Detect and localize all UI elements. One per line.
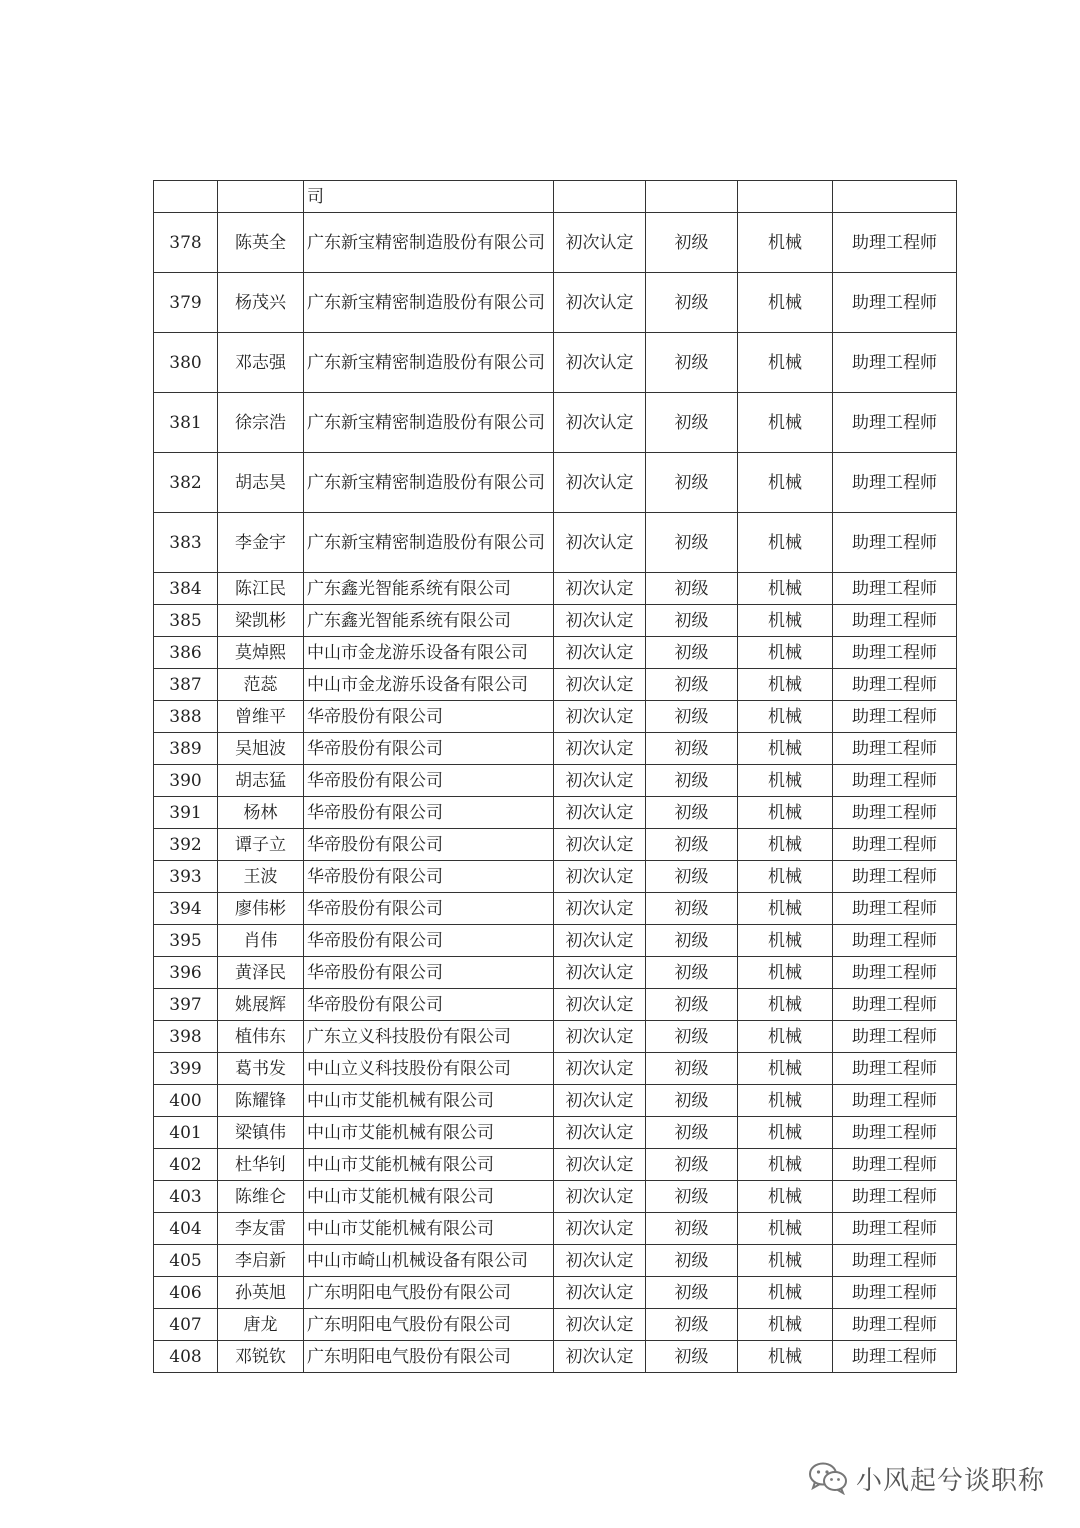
cell-name: 王波 — [218, 861, 304, 893]
cell-major: 机械 — [738, 957, 833, 989]
cell-title: 助理工程师 — [833, 733, 957, 765]
cell-name: 徐宗浩 — [218, 393, 304, 453]
cell-title: 助理工程师 — [833, 989, 957, 1021]
cell-no: 388 — [154, 701, 218, 733]
cell-no: 399 — [154, 1053, 218, 1085]
cell-title: 助理工程师 — [833, 829, 957, 861]
cell-title — [833, 181, 957, 213]
cell-major: 机械 — [738, 669, 833, 701]
cell-company: 广东鑫光智能系统有限公司 — [304, 605, 554, 637]
cell-title: 助理工程师 — [833, 1149, 957, 1181]
cell-no: 378 — [154, 213, 218, 273]
cell-no: 396 — [154, 957, 218, 989]
cell-no: 400 — [154, 1085, 218, 1117]
cell-name: 廖伟彬 — [218, 893, 304, 925]
roster-table — [153, 180, 957, 1373]
cell-title: 助理工程师 — [833, 1085, 957, 1117]
cell-level: 初级 — [646, 453, 738, 513]
cell-type: 初次认定 — [554, 1277, 646, 1309]
cell-name: 陈耀锋 — [218, 1085, 304, 1117]
cell-company: 中山市艾能机械有限公司 — [304, 1085, 554, 1117]
cell-type: 初次认定 — [554, 273, 646, 333]
cell-title: 助理工程师 — [833, 701, 957, 733]
cell-major: 机械 — [738, 1245, 833, 1277]
cell-type: 初次认定 — [554, 765, 646, 797]
cell-name: 李友雷 — [218, 1213, 304, 1245]
cell-company: 广东新宝精密制造股份有限公司 — [304, 393, 554, 453]
cell-company: 华帝股份有限公司 — [304, 829, 554, 861]
cell-title: 助理工程师 — [833, 1277, 957, 1309]
cell-title: 助理工程师 — [833, 605, 957, 637]
cell-no: 395 — [154, 925, 218, 957]
cell-major: 机械 — [738, 765, 833, 797]
cell-name: 邓锐钦 — [218, 1341, 304, 1373]
table-row — [154, 989, 957, 1021]
cell-company: 广东鑫光智能系统有限公司 — [304, 573, 554, 605]
table-row — [154, 1021, 957, 1053]
cell-type: 初次认定 — [554, 861, 646, 893]
cell-company: 华帝股份有限公司 — [304, 765, 554, 797]
cell-type: 初次认定 — [554, 605, 646, 637]
cell-no: 384 — [154, 573, 218, 605]
table-row — [154, 957, 957, 989]
cell-company: 中山市崎山机械设备有限公司 — [304, 1245, 554, 1277]
cell-level: 初级 — [646, 1117, 738, 1149]
cell-level: 初级 — [646, 765, 738, 797]
table-row — [154, 733, 957, 765]
cell-name — [218, 181, 304, 213]
table-row — [154, 829, 957, 861]
cell-company: 广东明阳电气股份有限公司 — [304, 1341, 554, 1373]
cell-title: 助理工程师 — [833, 1341, 957, 1373]
cell-no: 408 — [154, 1341, 218, 1373]
cell-level: 初级 — [646, 573, 738, 605]
cell-level: 初级 — [646, 733, 738, 765]
cell-company: 中山市艾能机械有限公司 — [304, 1117, 554, 1149]
cell-level: 初级 — [646, 829, 738, 861]
cell-company: 中山市艾能机械有限公司 — [304, 1213, 554, 1245]
table-row — [154, 605, 957, 637]
cell-company: 中山市金龙游乐设备有限公司 — [304, 637, 554, 669]
cell-major: 机械 — [738, 393, 833, 453]
table-row — [154, 1245, 957, 1277]
cell-major: 机械 — [738, 1085, 833, 1117]
cell-name: 葛书发 — [218, 1053, 304, 1085]
cell-no: 379 — [154, 273, 218, 333]
cell-major: 机械 — [738, 1053, 833, 1085]
cell-level: 初级 — [646, 1053, 738, 1085]
cell-level: 初级 — [646, 861, 738, 893]
cell-level — [646, 181, 738, 213]
cell-major: 机械 — [738, 213, 833, 273]
cell-type: 初次认定 — [554, 669, 646, 701]
cell-type: 初次认定 — [554, 1181, 646, 1213]
cell-company: 广东立义科技股份有限公司 — [304, 1021, 554, 1053]
cell-type: 初次认定 — [554, 829, 646, 861]
cell-no: 390 — [154, 765, 218, 797]
cell-name: 李金宇 — [218, 513, 304, 573]
cell-name: 梁凯彬 — [218, 605, 304, 637]
cell-type: 初次认定 — [554, 925, 646, 957]
cell-name: 范蕊 — [218, 669, 304, 701]
cell-title: 助理工程师 — [833, 453, 957, 513]
cell-major: 机械 — [738, 1341, 833, 1373]
cell-major: 机械 — [738, 1213, 833, 1245]
cell-level: 初级 — [646, 1149, 738, 1181]
cell-no: 381 — [154, 393, 218, 453]
cell-level: 初级 — [646, 1245, 738, 1277]
table-row — [154, 893, 957, 925]
cell-company: 广东新宝精密制造股份有限公司 — [304, 273, 554, 333]
cell-major: 机械 — [738, 573, 833, 605]
cell-level: 初级 — [646, 1309, 738, 1341]
table-row-continuation — [154, 181, 957, 213]
cell-type: 初次认定 — [554, 893, 646, 925]
table-row — [154, 573, 957, 605]
table-row — [154, 1117, 957, 1149]
cell-level: 初级 — [646, 1277, 738, 1309]
cell-level: 初级 — [646, 213, 738, 273]
cell-level: 初级 — [646, 1021, 738, 1053]
cell-title: 助理工程师 — [833, 925, 957, 957]
cell-type: 初次认定 — [554, 637, 646, 669]
cell-major: 机械 — [738, 1277, 833, 1309]
cell-title: 助理工程师 — [833, 861, 957, 893]
cell-type: 初次认定 — [554, 333, 646, 393]
cell-type: 初次认定 — [554, 1309, 646, 1341]
cell-no: 394 — [154, 893, 218, 925]
cell-company: 华帝股份有限公司 — [304, 797, 554, 829]
cell-company: 华帝股份有限公司 — [304, 957, 554, 989]
table-row — [154, 861, 957, 893]
cell-type: 初次认定 — [554, 1053, 646, 1085]
cell-name: 陈维仑 — [218, 1181, 304, 1213]
cell-title: 助理工程师 — [833, 893, 957, 925]
cell-title: 助理工程师 — [833, 765, 957, 797]
table-row — [154, 513, 957, 573]
cell-type: 初次认定 — [554, 573, 646, 605]
watermark-text: 小风起兮谈职称 — [856, 1465, 1046, 1496]
cell-major: 机械 — [738, 273, 833, 333]
table-row — [154, 273, 957, 333]
table-row — [154, 1053, 957, 1085]
cell-company: 广东明阳电气股份有限公司 — [304, 1277, 554, 1309]
cell-type: 初次认定 — [554, 989, 646, 1021]
cell-title: 助理工程师 — [833, 1053, 957, 1085]
cell-name: 姚展辉 — [218, 989, 304, 1021]
cell-level: 初级 — [646, 605, 738, 637]
cell-major: 机械 — [738, 925, 833, 957]
cell-level: 初级 — [646, 893, 738, 925]
cell-company: 中山立义科技股份有限公司 — [304, 1053, 554, 1085]
cell-major: 机械 — [738, 1117, 833, 1149]
cell-level: 初级 — [646, 669, 738, 701]
cell-type: 初次认定 — [554, 1021, 646, 1053]
table-row — [154, 669, 957, 701]
cell-no: 391 — [154, 797, 218, 829]
cell-level: 初级 — [646, 701, 738, 733]
table-row — [154, 1277, 957, 1309]
table-row — [154, 925, 957, 957]
cell-type: 初次认定 — [554, 1213, 646, 1245]
table-row — [154, 393, 957, 453]
cell-type: 初次认定 — [554, 733, 646, 765]
table-row — [154, 1181, 957, 1213]
cell-company: 华帝股份有限公司 — [304, 925, 554, 957]
table-row — [154, 453, 957, 513]
cell-title: 助理工程师 — [833, 333, 957, 393]
cell-name: 陈英全 — [218, 213, 304, 273]
cell-name: 黄泽民 — [218, 957, 304, 989]
cell-major: 机械 — [738, 333, 833, 393]
cell-level: 初级 — [646, 1181, 738, 1213]
cell-company: 中山市艾能机械有限公司 — [304, 1149, 554, 1181]
cell-name: 陈江民 — [218, 573, 304, 605]
cell-no: 397 — [154, 989, 218, 1021]
cell-title: 助理工程师 — [833, 1309, 957, 1341]
table-row — [154, 1309, 957, 1341]
cell-name: 谭子立 — [218, 829, 304, 861]
cell-level: 初级 — [646, 797, 738, 829]
cell-level: 初级 — [646, 637, 738, 669]
cell-type: 初次认定 — [554, 393, 646, 453]
cell-major: 机械 — [738, 1149, 833, 1181]
table-row — [154, 1085, 957, 1117]
cell-major: 机械 — [738, 797, 833, 829]
cell-company: 华帝股份有限公司 — [304, 701, 554, 733]
cell-company: 华帝股份有限公司 — [304, 733, 554, 765]
cell-no: 405 — [154, 1245, 218, 1277]
cell-name: 吴旭波 — [218, 733, 304, 765]
cell-company: 司 — [304, 181, 554, 213]
cell-no: 403 — [154, 1181, 218, 1213]
cell-type: 初次认定 — [554, 213, 646, 273]
cell-title: 助理工程师 — [833, 573, 957, 605]
cell-title: 助理工程师 — [833, 393, 957, 453]
cell-level: 初级 — [646, 989, 738, 1021]
cell-no: 392 — [154, 829, 218, 861]
cell-type: 初次认定 — [554, 957, 646, 989]
cell-major: 机械 — [738, 605, 833, 637]
cell-level: 初级 — [646, 1341, 738, 1373]
cell-name: 杨茂兴 — [218, 273, 304, 333]
cell-title: 助理工程师 — [833, 1181, 957, 1213]
cell-name: 肖伟 — [218, 925, 304, 957]
cell-level: 初级 — [646, 273, 738, 333]
cell-company: 广东新宝精密制造股份有限公司 — [304, 453, 554, 513]
table-row — [154, 701, 957, 733]
table-row — [154, 1149, 957, 1181]
cell-no: 389 — [154, 733, 218, 765]
cell-major: 机械 — [738, 861, 833, 893]
cell-title: 助理工程师 — [833, 1021, 957, 1053]
cell-type: 初次认定 — [554, 453, 646, 513]
cell-name: 胡志昊 — [218, 453, 304, 513]
cell-name: 植伟东 — [218, 1021, 304, 1053]
cell-type: 初次认定 — [554, 701, 646, 733]
cell-title: 助理工程师 — [833, 669, 957, 701]
table-row — [154, 333, 957, 393]
cell-company: 华帝股份有限公司 — [304, 989, 554, 1021]
cell-no: 406 — [154, 1277, 218, 1309]
cell-title: 助理工程师 — [833, 797, 957, 829]
cell-no: 387 — [154, 669, 218, 701]
cell-level: 初级 — [646, 513, 738, 573]
cell-type — [554, 181, 646, 213]
cell-no: 382 — [154, 453, 218, 513]
cell-name: 胡志猛 — [218, 765, 304, 797]
cell-level: 初级 — [646, 333, 738, 393]
cell-title: 助理工程师 — [833, 213, 957, 273]
cell-title: 助理工程师 — [833, 1213, 957, 1245]
cell-type: 初次认定 — [554, 797, 646, 829]
cell-no: 385 — [154, 605, 218, 637]
cell-name: 李启新 — [218, 1245, 304, 1277]
cell-type: 初次认定 — [554, 1149, 646, 1181]
roster-body — [154, 181, 957, 1373]
cell-company: 中山市艾能机械有限公司 — [304, 1181, 554, 1213]
cell-name: 孙英旭 — [218, 1277, 304, 1309]
cell-major: 机械 — [738, 733, 833, 765]
cell-level: 初级 — [646, 957, 738, 989]
cell-no: 402 — [154, 1149, 218, 1181]
cell-major — [738, 181, 833, 213]
table-row — [154, 797, 957, 829]
table-row — [154, 765, 957, 797]
cell-level: 初级 — [646, 1085, 738, 1117]
cell-name: 邓志强 — [218, 333, 304, 393]
cell-major: 机械 — [738, 513, 833, 573]
cell-name: 唐龙 — [218, 1309, 304, 1341]
cell-name: 曾维平 — [218, 701, 304, 733]
cell-major: 机械 — [738, 637, 833, 669]
cell-level: 初级 — [646, 925, 738, 957]
cell-type: 初次认定 — [554, 1085, 646, 1117]
cell-company: 广东新宝精密制造股份有限公司 — [304, 333, 554, 393]
cell-no — [154, 181, 218, 213]
cell-title: 助理工程师 — [833, 273, 957, 333]
cell-type: 初次认定 — [554, 1117, 646, 1149]
cell-company: 广东明阳电气股份有限公司 — [304, 1309, 554, 1341]
cell-major: 机械 — [738, 701, 833, 733]
table-row — [154, 1341, 957, 1373]
cell-title: 助理工程师 — [833, 1245, 957, 1277]
cell-major: 机械 — [738, 989, 833, 1021]
cell-company: 广东新宝精密制造股份有限公司 — [304, 213, 554, 273]
cell-major: 机械 — [738, 1309, 833, 1341]
cell-type: 初次认定 — [554, 1245, 646, 1277]
cell-name: 莫焯熙 — [218, 637, 304, 669]
cell-company: 广东新宝精密制造股份有限公司 — [304, 513, 554, 573]
cell-no: 386 — [154, 637, 218, 669]
cell-major: 机械 — [738, 893, 833, 925]
cell-major: 机械 — [738, 1021, 833, 1053]
cell-major: 机械 — [738, 1181, 833, 1213]
cell-no: 401 — [154, 1117, 218, 1149]
watermark — [808, 1458, 1045, 1498]
table-row — [154, 1213, 957, 1245]
cell-company: 华帝股份有限公司 — [304, 893, 554, 925]
cell-type: 初次认定 — [554, 1341, 646, 1373]
cell-company: 中山市金龙游乐设备有限公司 — [304, 669, 554, 701]
table-row — [154, 637, 957, 669]
cell-name: 杨林 — [218, 797, 304, 829]
cell-level: 初级 — [646, 393, 738, 453]
table-row — [154, 213, 957, 273]
cell-type: 初次认定 — [554, 513, 646, 573]
cell-no: 398 — [154, 1021, 218, 1053]
cell-no: 393 — [154, 861, 218, 893]
cell-no: 383 — [154, 513, 218, 573]
cell-no: 407 — [154, 1309, 218, 1341]
cell-title: 助理工程师 — [833, 513, 957, 573]
cell-no: 404 — [154, 1213, 218, 1245]
cell-name: 梁镇伟 — [218, 1117, 304, 1149]
wechat-icon — [808, 1461, 848, 1495]
cell-name: 杜华钊 — [218, 1149, 304, 1181]
cell-level: 初级 — [646, 1213, 738, 1245]
cell-major: 机械 — [738, 829, 833, 861]
cell-title: 助理工程师 — [833, 957, 957, 989]
cell-no: 380 — [154, 333, 218, 393]
cell-title: 助理工程师 — [833, 1117, 957, 1149]
cell-company: 华帝股份有限公司 — [304, 861, 554, 893]
cell-major: 机械 — [738, 453, 833, 513]
cell-title: 助理工程师 — [833, 637, 957, 669]
